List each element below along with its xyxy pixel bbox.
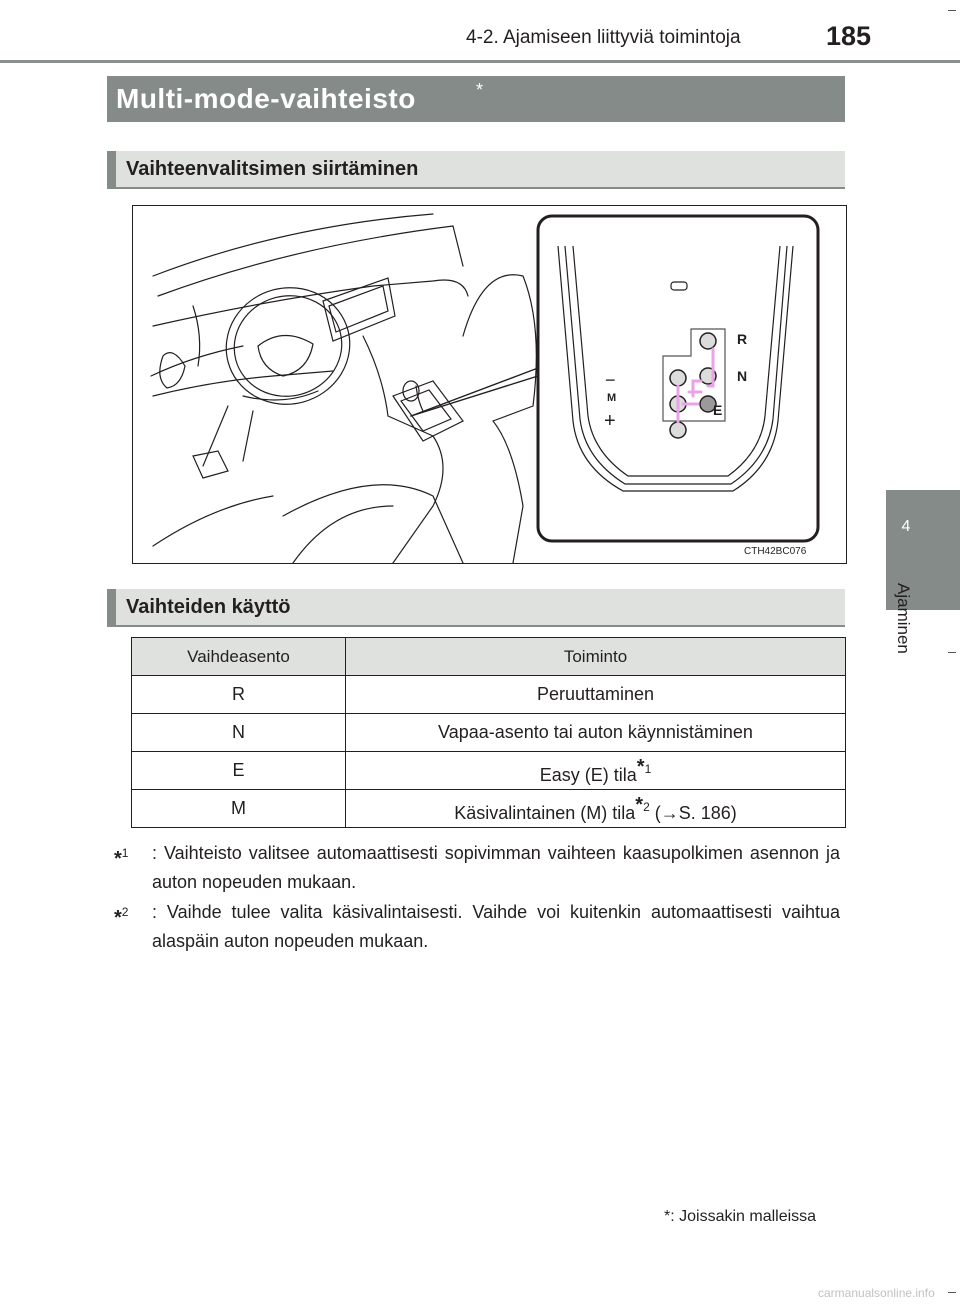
footnote-ref: 1 [644, 761, 652, 776]
table-row [132, 752, 846, 790]
gate-label-m: M [607, 392, 617, 404]
edge-mark [948, 10, 956, 11]
column-header: Toiminto [346, 638, 846, 676]
page-reference: (→S. 186) [649, 802, 737, 823]
table-row [132, 714, 846, 752]
header-rule [0, 60, 960, 63]
page-number: 185 [826, 21, 872, 51]
gate-label-n: N [737, 368, 748, 384]
gear-function [346, 714, 846, 752]
section-heading-shift [107, 151, 845, 189]
gate-label-plus: + [604, 410, 616, 432]
gear-position: E [132, 752, 346, 790]
footnote-1 [114, 839, 840, 897]
cockpit-drawing [133, 206, 846, 563]
edge-mark [948, 1292, 956, 1293]
title-asterisk: * [476, 80, 484, 100]
footnote-ref: 2 [643, 799, 650, 814]
column-header: Vaihdeasento [132, 638, 346, 676]
footnote-text: : Vaihteisto valitsee automaattisesti sopivimman vaihteen kaasupolkimen asennon ja auton nopeuden mukaan. [152, 843, 840, 892]
footnote-2 [114, 898, 840, 956]
gear-position: R [132, 676, 346, 714]
footnote-number: 1 [121, 846, 129, 860]
gate-label-e: E [713, 402, 723, 418]
gear-positions-table [131, 637, 846, 828]
watermark: carmanualsonline.info [818, 1286, 935, 1300]
page-title: Multi-mode-vaihteisto [116, 83, 416, 114]
illustration-code: CTH42BC076 [744, 546, 807, 557]
section-heading-text: Vaihteiden käyttö [126, 596, 291, 618]
running-header: 4-2. Ajamiseen liittyviä toimintoja [466, 27, 741, 48]
function-text: Käsivalintainen (M) tila [454, 802, 636, 823]
heading-accent [107, 151, 116, 187]
function-text: Peruuttaminen [536, 684, 655, 704]
table-row [132, 790, 846, 828]
section-heading-text: Vaihteenvalitsimen siirtäminen [126, 158, 419, 180]
heading-accent [107, 589, 116, 625]
edge-mark [948, 652, 956, 653]
gear-function: Käsivalintainen (M) tila$^{*2}$ (→S. 186) [346, 790, 846, 828]
gear-function: Easy (E) tila$^{*1}$ [346, 752, 846, 790]
footnote-text: : Vaihde tulee valita käsivalintaisesti. Vaihde voi kuitenkin automaattisesti vaihtua alaspäin auton nopeuden mukaan. [152, 902, 840, 951]
gate-label-r: R [737, 331, 748, 347]
gear-position: N [132, 714, 346, 752]
availability-note: *: Joissakin malleissa [664, 1208, 817, 1225]
chapter-number: 4 [901, 518, 911, 535]
footnote-star: * [114, 848, 122, 870]
footnote-number: 2 [121, 905, 129, 919]
table-row [132, 676, 846, 714]
table-header-row [132, 638, 846, 676]
chapter-label: Ajaminen [894, 583, 913, 654]
section-heading-usage [107, 589, 845, 627]
gearshift-illustration [132, 205, 847, 564]
gear-position: M [132, 790, 346, 828]
footnote-star: * [114, 907, 122, 929]
function-text: Vapaa-asento tai auton käynnistäminen [438, 722, 753, 742]
function-text: Easy (E) tila [539, 764, 637, 785]
gear-function [346, 676, 846, 714]
gate-label-minus: − [605, 370, 616, 390]
